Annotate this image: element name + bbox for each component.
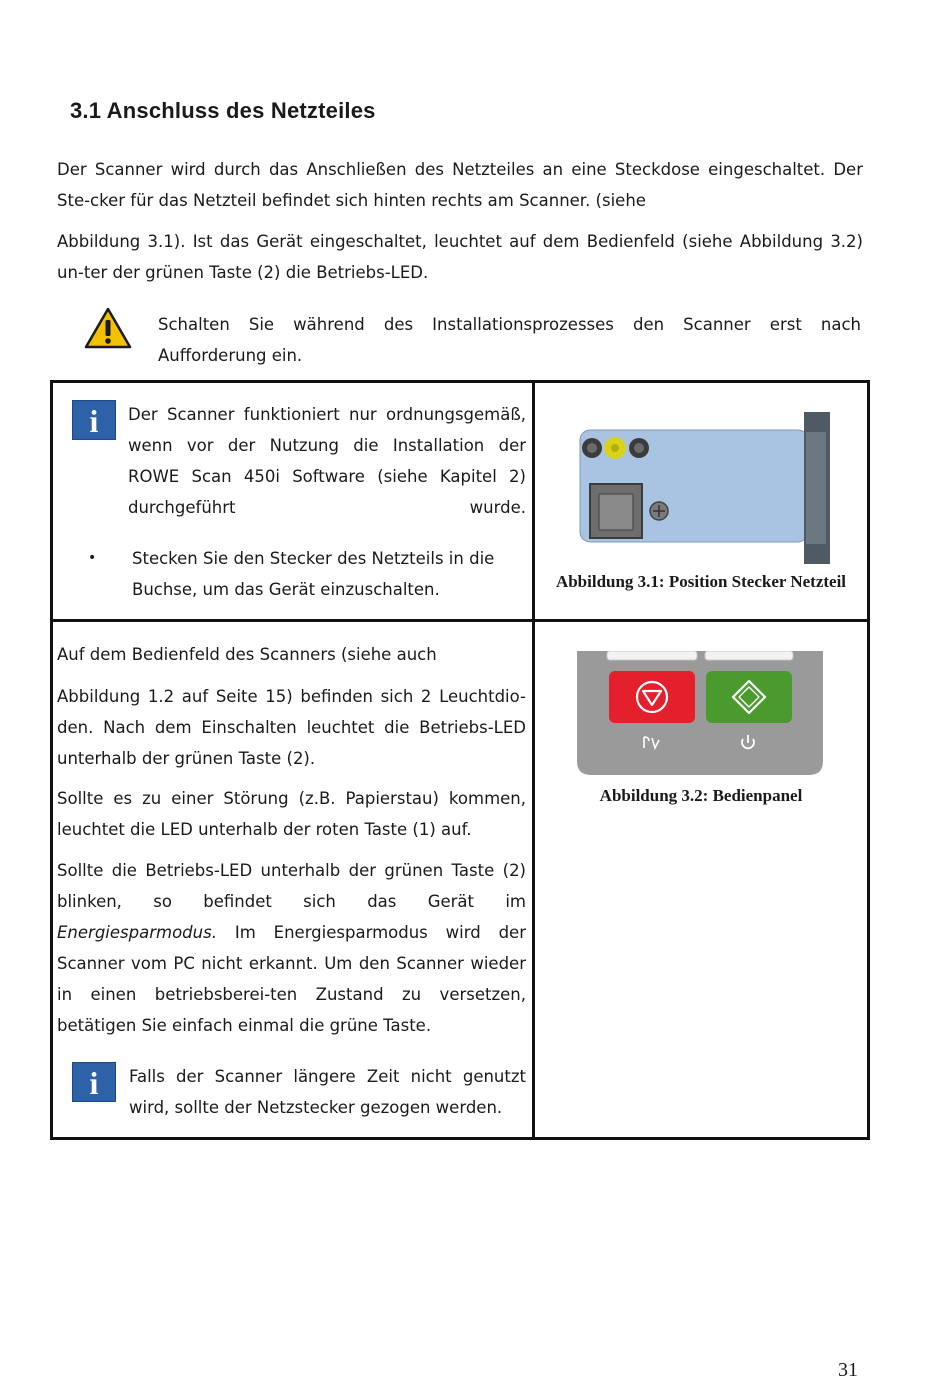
section-heading: 3.1 Anschluss des Netzteiles: [70, 98, 376, 123]
info-note-2: Falls der Scanner längere Zeit nicht genutzt wird, sollte der Netzstecker gezogen werden.: [129, 1067, 526, 1117]
panel-paragraph-a: Auf dem Bedienfeld des Scanners (siehe auch: [57, 645, 437, 664]
panel-paragraph-d: [57, 855, 526, 1041]
panel-paragraph-d-start: Sollte die Betriebs-LED unterhalb der grünen Taste (2) blinken, so befindet sich das Gerät im: [57, 861, 526, 911]
figure-1-caption: Abbildung 3.1: Position Stecker Netzteil: [555, 572, 847, 591]
info-icon: i: [72, 1062, 116, 1102]
table-divider-horizontal: [50, 619, 870, 622]
energy-mode-term: Energiesparmodus.: [57, 923, 217, 942]
bullet-instruction: Stecken Sie den Stecker des Netzteils in die Buchse, um das Gerät einzuschalten.: [132, 549, 495, 599]
control-panel-figure: [577, 651, 823, 777]
power-connector-figure: [578, 410, 834, 566]
info-note-1-text: Der Scanner funktioniert nur ordnungsgemäß, wenn vor der Nutzung die Installation der ROWE Scan 450i Software (siehe Kapitel 2): [128, 405, 526, 486]
figure-2-caption: Abbildung 3.2: Bedienpanel: [599, 786, 803, 805]
panel-paragraph-d-end: Im Energiesparmodus wird der Scanner vom PC nicht erkannt. Um den Scanner wieder in einen betriebsberei-ten Zustand zu versetzen, betätigen Sie einfach einmal die grüne Taste.: [57, 923, 526, 1035]
intro-paragraph-1: Der Scanner wird durch das Anschließen des Netzteiles an eine Steckdose eingeschaltet. Der Ste-cker für das Netzteil befindet sich hinten rechts am Scanner. (siehe: [57, 160, 863, 210]
info-note-1-last-line: durchgeführt wurde.: [128, 498, 526, 517]
intro-paragraph-2: Abbildung 3.1). Ist das Gerät eingeschaltet, leuchtet auf dem Bedienfeld (siehe Abbildung 3.2) un-ter der grünen Taste (2) die Betriebs-LED.: [57, 232, 863, 282]
info-note-1: [128, 399, 526, 523]
warning-text: Schalten Sie während des Installationsprozesses den Scanner erst nach Aufforderung ein.: [158, 315, 861, 365]
page-number: 31: [838, 1359, 858, 1381]
warning-triangle-icon: [84, 306, 132, 350]
bullet-marker: •: [88, 550, 97, 566]
panel-paragraph-b: Abbildung 1.2 auf Seite 15) befinden sich 2 Leuchtdio-den. Nach dem Einschalten leuchtet die Betriebs-LED unterhalb der grünen Taste (2).: [57, 687, 526, 768]
info-icon: i: [72, 400, 116, 440]
panel-paragraph-c: Sollte es zu einer Störung (z.B. Papierstau) kommen, leuchtet die LED unterhalb der roten Taste (1) auf.: [57, 789, 526, 839]
table-divider-vertical: [532, 380, 535, 1140]
